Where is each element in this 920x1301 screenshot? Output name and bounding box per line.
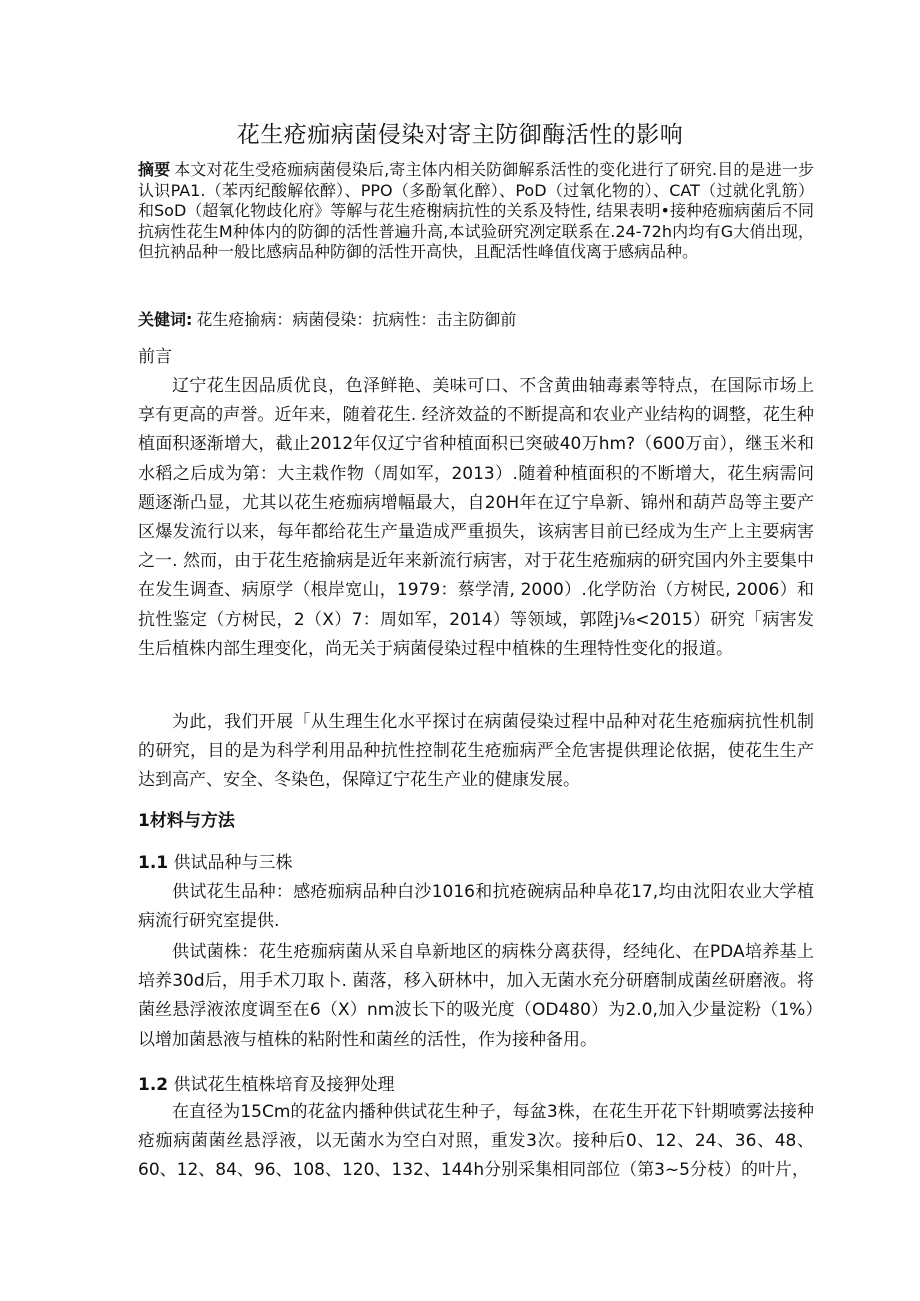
paper-title: 花生疮痂病菌侵染对寄主防御酶活性的影响 <box>236 122 684 148</box>
culture-paragraph: 在直径为15Cm的花盆内播种供试花生种子，每盆3株，在花生开花下针期喷雾法接种疮痂病菌菌丝悬浮液，以无菌水为空白对照，重发3次。接种后0、12、24、36、48、60、12、84、96、108、120、132、144h分别采集相同部位（第3~5分枝）的叶片， <box>138 1102 814 1181</box>
abstract-label: 摘要 <box>138 160 171 179</box>
keywords <box>138 310 814 331</box>
abstract <box>138 160 814 263</box>
intro-paragraph-1: 辽宁花生因品质优良，色泽鲜艳、美味可口、不含黄曲轴毒素等特点，在国际市场上享有更高的声誉。近年来，随着花生. 经济效益的不断提高和农业产业结构的调整，花生种植面积逐渐增大，截止2012年仅辽宁省种植面积已突破40万hm?（600万亩），继玉米和水稻之后成为第：大主栽作物（周如军，2013）.随着种植面积的不断增大，花生病需问题逐渐凸显，尤其以花生疮痂病增幅最大，自20H年在辽宁阜新、锦州和葫芦岛等主要产区爆发流行以来，每年都给花生产量造成严重损失，该病害目前已经成为生产上主要病害之一. 然而，由于花生疮揄病是近年来新流行病害，对于花生疮痂病的研究国内外主要集中在发生调查、病原学（根岸宽山，1979：蔡学清, 2000）.化学防治（方树民, 2006）和抗性鉴定（方树民，2（X）7：周如军，2014）等领域，郭陞j⅛<2015）研究「病害发生后植株内部生理变化，尚无关于病菌侵染过程中植株的生理特性变化的报道。 <box>138 376 814 659</box>
intro-heading: 前言 <box>138 347 172 367</box>
section-1-1-number: 1.1 <box>138 853 169 873</box>
section-1-1-title: 供试品种与三株 <box>173 853 293 873</box>
strain-paragraph: 供试菌株：花生疮痂病菌从采自阜新地区的病株分离获得，经纯化、在PDA培养基上培养30d后，用手术刀取卜. 菌落，移入研林中，加入无菌水充分研磨制成菌丝研磨液。将菌丝悬浮液浓度调至在6（X）nm波长下的吸光度（OD480）为2.0,加入少量淀粉（1%）以增加菌悬液与植株的粘附性和菌丝的活性，作为接种备用。 <box>138 942 814 1050</box>
abstract-text: 本文对花生受疮痂病菌侵染后,寄主体内相关防御解系活性的变化进行了研究.目的是进一步认识PA1.（苯丙纪酸解依醉）、PPO（多酚氧化醉）、PoD（过氧化物的）、CAT（过就化乳筋）和SoD（超氧化物歧化府》等解与花生疮榭病抗性的关系及特性, 结果表明•接种疮痂病菌后不同抗病性花生M种体内的防御的活性普遍升高,本试验研究冽定联系在.24-72h内均有G大俏出现，但抗衲品种一般比感病品种防御的活性开高快，且配活性峰值伐离于感病品种。 <box>138 160 814 261</box>
intro-paragraph-2: 为此，我们开展「从生理生化水平探讨在病菌侵染过程中品种对花生疮痂病抗性机制的研究，目的是为科学利用品种抗性控制花生疮痂病严全危害提供理论依据，使花生生产达到高产、安全、冬染色，保障辽宁花生产业的健康发展。 <box>138 712 814 791</box>
section-1-number: 1 <box>138 811 150 831</box>
section-1-heading <box>138 808 814 834</box>
section-1-2-number: 1.2 <box>138 1075 169 1095</box>
keywords-label: 关健词: <box>138 310 193 329</box>
keywords-text: 花生疮揄病：病菌侵染：抗病性：击主防御前 <box>196 310 517 329</box>
section-1-2-heading <box>138 1072 814 1098</box>
section-1-2-title: 供试花生植株培育及接狎处理 <box>173 1075 395 1095</box>
section-1-1-heading <box>138 850 814 876</box>
section-1-title: 材料与方法 <box>149 811 235 831</box>
variety-paragraph: 供试花生品种：感疮痂病品种白沙1016和抗疮碗病品种阜花17,均由沈阳农业大学植病流行研究室提供. <box>138 882 814 932</box>
